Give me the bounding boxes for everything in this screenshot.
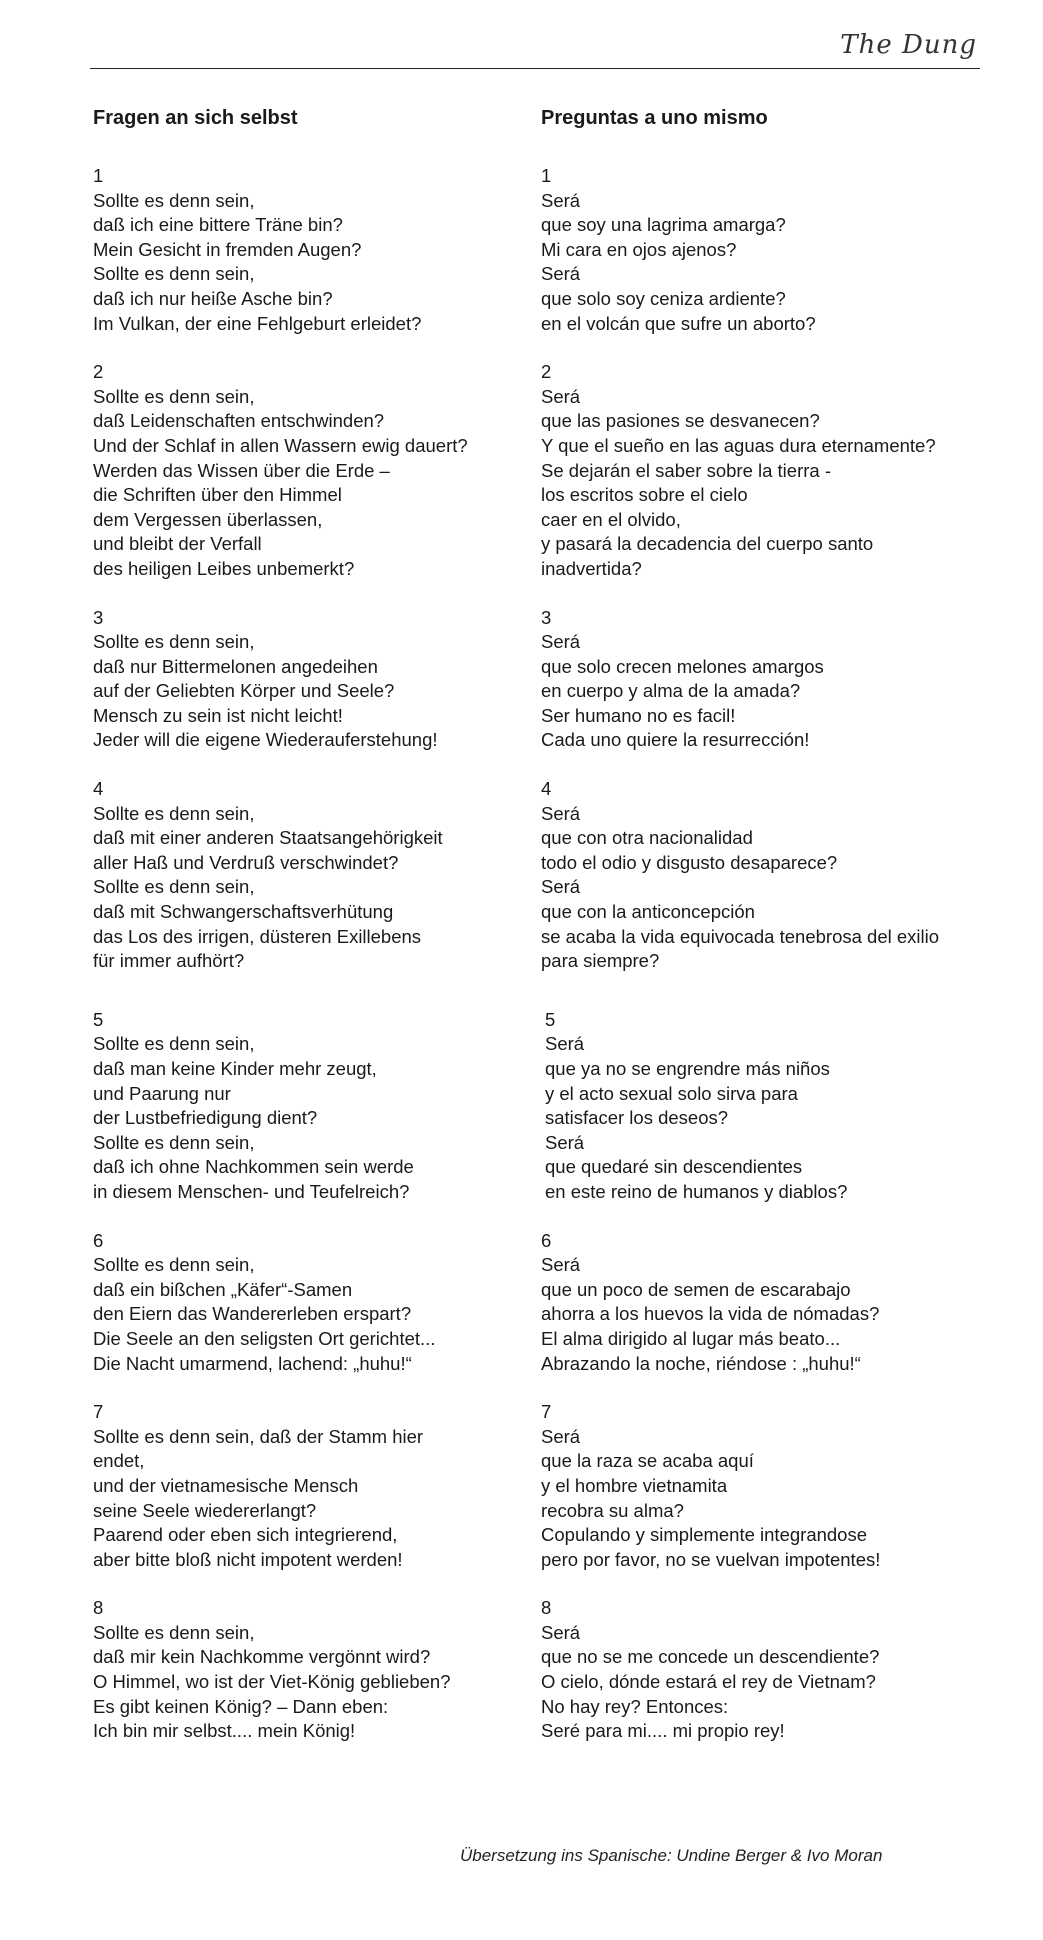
verse-line: satisfacer los deseos? [545, 1107, 729, 1129]
verse-line: Im Vulkan, der eine Fehlgeburt erleidet? [93, 312, 422, 334]
verse-line: Mi cara en ojos ajenos? [541, 238, 737, 260]
verse-line: daß man keine Kinder mehr zeugt, [93, 1058, 377, 1079]
verse-line: Será [541, 1621, 581, 1643]
verse-line: se acaba la vida equivocada tenebrosa del exilio [541, 925, 940, 947]
verse-line: daß ich eine bittere Träne bin? [93, 214, 343, 236]
verse-line: y el hombre vietnamita [541, 1474, 728, 1496]
verse-line: Será [545, 1033, 585, 1055]
verse-line: ahorra a los huevos la vida de nómadas? [541, 1303, 880, 1325]
verse-line: Sollte es denn sein, [93, 876, 255, 898]
stanza-number: 3 [541, 606, 552, 628]
verse-line: El alma dirigido al lugar más beato... [541, 1327, 841, 1349]
stanza-number: 7 [541, 1401, 552, 1423]
verse-line: Werden das Wissen über die Erde – [93, 459, 390, 481]
verse-line: endet, [93, 1450, 145, 1472]
verse-line: que las pasiones se desvanecen? [541, 410, 820, 432]
german-poem-title: Fragen an sich selbst [93, 107, 298, 129]
verse-line: que la raza se acaba aquí [541, 1450, 754, 1472]
verse-line: que un poco de semen de escarabajo [541, 1278, 851, 1300]
spanish-stanza-6 [541, 1229, 991, 1377]
verse-line: Será [545, 1131, 585, 1153]
verse-line: Die Seele an den seligsten Ort gerichtet... [93, 1327, 436, 1349]
verse-line: Será [541, 876, 581, 898]
verse-line: que solo soy ceniza ardiente? [541, 287, 786, 309]
verse-line: O cielo, dónde estará el rey de Vietnam? [541, 1671, 876, 1693]
german-stanza-1 [93, 164, 523, 336]
verse-line: y pasará la decadencia del cuerpo santo [541, 533, 874, 555]
verse-line: Und der Schlaf in allen Wassern ewig dauert? [93, 434, 468, 456]
stanza-number: 3 [93, 606, 104, 628]
verse-line: daß Leidenschaften entschwinden? [93, 410, 385, 432]
german-stanza-5 [93, 1008, 523, 1205]
german-stanza-4 [93, 777, 523, 974]
spanish-stanza-8 [541, 1596, 991, 1744]
verse-line: daß ich ohne Nachkommen sein werde [93, 1156, 414, 1178]
stanza-number: 5 [93, 1008, 104, 1030]
stanza-number: 7 [93, 1401, 104, 1423]
verse-line: Ich bin mir selbst.... mein König! [93, 1720, 356, 1742]
verse-line: Sollte es denn sein, [93, 1131, 255, 1153]
verse-line: Sollte es denn sein, daß der Stamm hier [93, 1425, 424, 1447]
verse-line: pero por favor, no se vuelvan impotentes! [541, 1548, 881, 1570]
german-stanza-7 [93, 1400, 523, 1572]
verse-line: y el acto sexual solo sirva para [545, 1082, 798, 1104]
verse-line: Será [541, 1254, 581, 1276]
german-column [93, 106, 523, 1744]
header-divider [90, 68, 980, 69]
verse-line: que con la anticoncepción [541, 901, 755, 923]
verse-line: que soy una lagrima amarga? [541, 214, 786, 236]
verse-line: Será [541, 1425, 581, 1447]
stanza-number: 1 [541, 165, 552, 186]
verse-line: daß ein bißchen „Käfer“-Samen [93, 1278, 353, 1300]
verse-line: para siempre? [541, 950, 660, 972]
verse-line: für immer aufhört? [93, 950, 245, 972]
verse-line: daß nur Bittermelonen angedeihen [93, 655, 378, 677]
spanish-stanza-2 [541, 360, 991, 581]
verse-line: und bleibt der Verfall [93, 533, 262, 555]
stanza-number: 8 [93, 1597, 104, 1619]
verse-line: daß mir kein Nachkomme vergönnt wird? [93, 1646, 431, 1668]
spanish-stanza-5 [541, 1008, 991, 1205]
verse-line: auf der Geliebten Körper und Seele? [93, 680, 395, 702]
verse-line: que no se me concede un descendiente? [541, 1646, 880, 1668]
verse-line: O Himmel, wo ist der Viet-König geblieben? [93, 1671, 451, 1693]
verse-line: Ser humano no es facil! [541, 704, 736, 726]
verse-line: en el volcán que sufre un aborto? [541, 312, 816, 334]
stanza-number: 4 [93, 778, 104, 800]
stanza-number: 2 [541, 361, 552, 383]
verse-line: todo el odio y disgusto desaparece? [541, 851, 838, 873]
verse-line: daß mit Schwangerschaftsverhütung [93, 901, 394, 923]
verse-line: No hay rey? Entonces: [541, 1695, 729, 1717]
verse-line: aller Haß und Verdruß verschwindet? [93, 851, 399, 873]
verse-line: Copulando y simplemente integrandose [541, 1524, 868, 1546]
verse-line: des heiligen Leibes unbemerkt? [93, 557, 355, 579]
verse-line: seine Seele wiedererlangt? [93, 1499, 317, 1521]
verse-line: que quedaré sin descendientes [545, 1156, 803, 1178]
verse-line: das Los des irrigen, düsteren Exillebens [93, 925, 422, 947]
verse-line: que solo crecen melones amargos [541, 655, 824, 677]
verse-line: und Paarung nur [93, 1082, 231, 1104]
verse-line: Mein Gesicht in fremden Augen? [93, 238, 362, 260]
verse-line: in diesem Menschen- und Teufelreich? [93, 1180, 410, 1202]
verse-line: der Lustbefriedigung dient? [93, 1107, 318, 1129]
verse-line: die Schriften über den Himmel [93, 484, 342, 506]
spanish-stanza-4 [541, 777, 991, 974]
spanish-poem-title: Preguntas a uno mismo [541, 107, 768, 129]
verse-line: Sollte es denn sein, [93, 1033, 255, 1055]
verse-line: Sollte es denn sein, [93, 385, 255, 407]
spanish-stanza-3 [541, 606, 991, 754]
verse-line: Será [541, 263, 581, 285]
verse-line: Sollte es denn sein, [93, 1254, 255, 1276]
verse-line: Será [541, 385, 581, 407]
verse-line: Abrazando la noche, riéndose : „huhu!“ [541, 1352, 861, 1374]
spanish-stanza-7 [541, 1400, 991, 1572]
verse-line: Sollte es denn sein, [93, 802, 255, 824]
stanza-number: 6 [93, 1229, 104, 1251]
verse-line: Se dejarán el saber sobre la tierra - [541, 459, 831, 481]
verse-line: daß ich nur heiße Asche bin? [93, 287, 333, 309]
stanza-number: 8 [541, 1597, 552, 1619]
verse-line: daß mit einer anderen Staatsangehörigkeit [93, 827, 443, 849]
verse-line: Sollte es denn sein, [93, 263, 255, 285]
verse-line: que ya no se engrendre más niños [545, 1058, 830, 1079]
verse-line: Es gibt keinen König? – Dann eben: [93, 1695, 389, 1717]
verse-line: que con otra nacionalidad [541, 827, 753, 849]
stanza-number: 4 [541, 778, 552, 800]
verse-line: Seré para mi.... mi propio rey! [541, 1720, 785, 1742]
stanza-number: 5 [545, 1008, 556, 1030]
verse-line: en cuerpo y alma de la amada? [541, 680, 801, 702]
verse-line: en este reino de humanos y diablos? [545, 1180, 848, 1202]
verse-line: und der vietnamesische Mensch [93, 1474, 359, 1496]
spanish-stanza-1 [541, 164, 991, 336]
author-signature: The Dung [840, 30, 977, 60]
verse-line: Será [541, 189, 581, 211]
verse-line: los escritos sobre el cielo [541, 484, 748, 506]
verse-line: Die Nacht umarmend, lachend: „huhu!“ [93, 1352, 412, 1374]
german-stanza-6 [93, 1229, 523, 1377]
verse-line: Sollte es denn sein, [93, 631, 255, 653]
verse-line: Y que el sueño en las aguas dura eternamente? [541, 434, 936, 456]
verse-line: inadvertida? [541, 557, 642, 579]
stanza-number: 6 [541, 1229, 552, 1251]
verse-line: Será [541, 631, 581, 653]
translation-credit: Übersetzung ins Spanische: Undine Berger & Ivo Moran [460, 1846, 883, 1865]
verse-line: dem Vergessen überlassen, [93, 508, 323, 530]
verse-line: aber bitte bloß nicht impotent werden! [93, 1548, 403, 1570]
verse-line: Paarend oder eben sich integrierend, [93, 1524, 398, 1546]
german-stanza-8 [93, 1596, 523, 1744]
german-stanza-2 [93, 360, 523, 581]
verse-line: Sollte es denn sein, [93, 189, 255, 211]
verse-line: Mensch zu sein ist nicht leicht! [93, 704, 343, 726]
verse-line: Será [541, 802, 581, 824]
stanza-number: 1 [93, 165, 104, 186]
verse-line: caer en el olvido, [541, 508, 681, 530]
german-stanza-3 [93, 606, 523, 754]
verse-line: den Eiern das Wandererleben erspart? [93, 1303, 412, 1325]
verse-line: Sollte es denn sein, [93, 1621, 255, 1643]
stanza-number: 2 [93, 361, 104, 383]
spanish-column [541, 106, 991, 1744]
verse-line: Cada uno quiere la resurrección! [541, 729, 810, 751]
verse-line: recobra su alma? [541, 1499, 684, 1521]
verse-line: Jeder will die eigene Wiederauferstehung! [93, 729, 438, 751]
